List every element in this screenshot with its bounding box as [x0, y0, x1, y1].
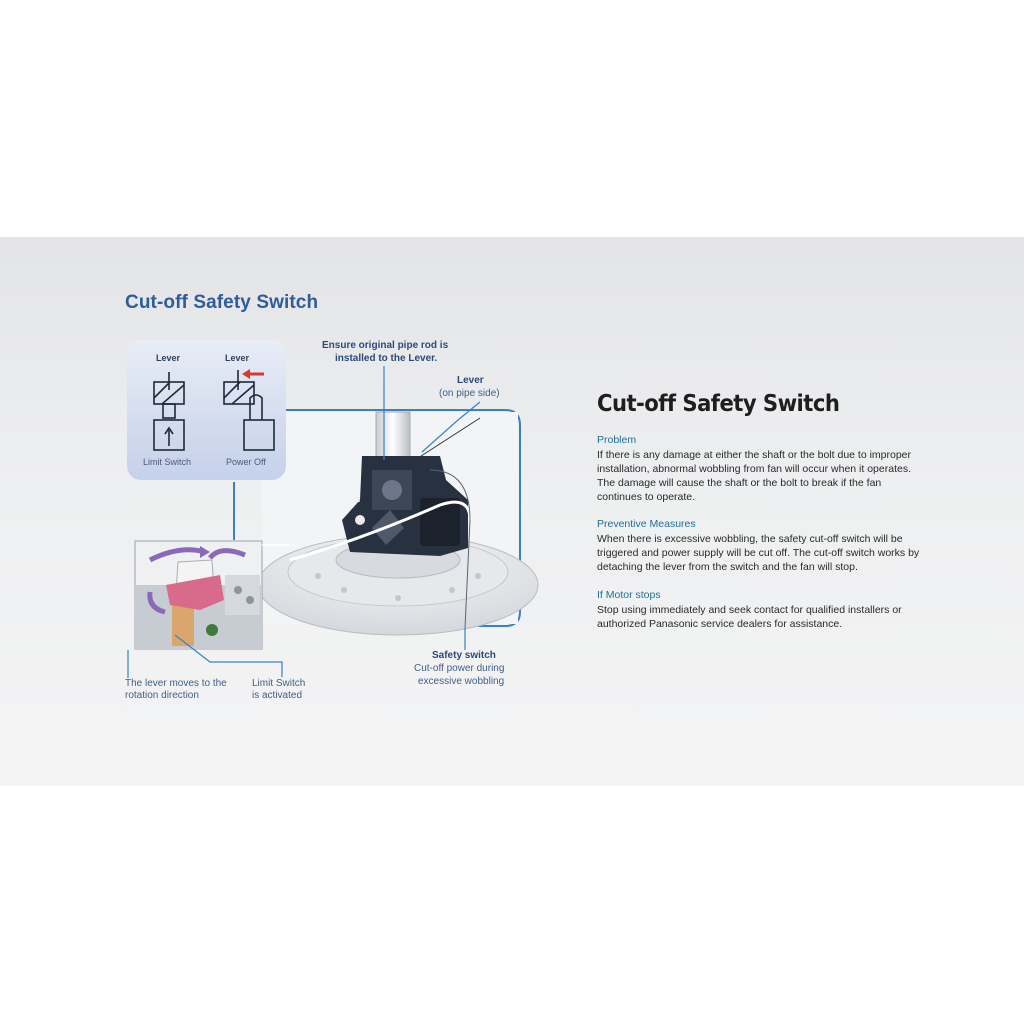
section-heading-problem: Problem [597, 434, 637, 446]
inset-lever-right-label: Lever [225, 353, 250, 363]
callout-safety-sub1: Cut-off power during [414, 663, 505, 674]
section-body-preventive: When there is excessive wobbling, the safety cut-off switch will be triggered and power supply will be cut off. The cut-off switch works by detaching the lever from the switch and the fan will stop. [597, 533, 920, 573]
section-body-motor-stops: Stop using immediately and seek contact for qualified installers or authorized Panasonic service dealers for assistance. [597, 604, 902, 630]
inset-lever-left-label: Lever [156, 353, 181, 363]
callout-ensure-line2: installed to the Lever. [335, 353, 438, 364]
callout-lever-sub: (on pipe side) [439, 388, 500, 399]
section-heading-motor-stops: If Motor stops [597, 589, 661, 601]
inset-power-off-label: Power Off [226, 457, 266, 467]
callout-lever-moves-line1: The lever moves to the [125, 678, 227, 689]
inset-limit-switch-label: Limit Switch [143, 457, 192, 467]
article-title: Cut-off Safety Switch [597, 391, 840, 417]
callout-limit-activated-line2: is activated [252, 690, 303, 701]
section-body-problem: If there is any damage at either the shaft or the bolt due to improper installation, abnormal wobbling from fan will occur when it operates. The damage will cause the shaft or the bolt to break if the fan continues to operate. [597, 449, 912, 503]
diagram-title: Cut-off Safety Switch [125, 292, 319, 313]
fan-canopy-photo [258, 412, 538, 635]
callout-safety-switch: Safety switch [432, 650, 496, 661]
section-heading-preventive: Preventive Measures [597, 518, 696, 530]
callout-safety-sub2: excessive wobbling [418, 676, 505, 687]
callout-limit-activated-line1: Limit Switch [252, 678, 306, 689]
callout-ensure-line1: Ensure original pipe rod is [322, 340, 449, 351]
callout-lever: Lever [457, 375, 484, 386]
callout-lever-moves-line2: rotation direction [125, 690, 199, 701]
